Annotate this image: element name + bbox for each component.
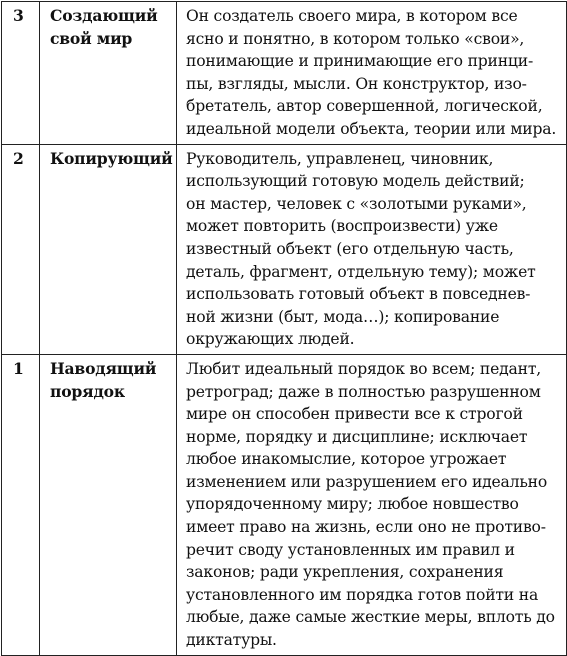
table-row	[2, 354, 567, 655]
description-line: ной жизни (быт, мода…); копирование	[186, 307, 500, 326]
description-line: речит своду установленных им правил и	[186, 540, 515, 559]
description-line: любое инакомыслие, которое угрожает	[186, 450, 507, 469]
type-name-line: порядок	[50, 381, 125, 401]
document-page	[1, 1, 566, 656]
row-number: 2	[2, 144, 40, 354]
type-description	[177, 354, 567, 655]
description-line: изменением или разрушением его идеально	[186, 472, 548, 491]
description-line: Он создатель своего мира, в котором все	[186, 7, 518, 25]
description-line: ясно и понятно, в котором только «свои»,	[186, 29, 525, 48]
description-line: упорядоченному миру; любое новшество	[186, 495, 519, 514]
type-name	[40, 354, 177, 655]
description-line: мире он способен привести все к строгой	[186, 405, 523, 424]
type-name	[40, 144, 177, 354]
description-line: ретроград; даже в полностью разрушенном	[186, 382, 541, 401]
type-name	[40, 2, 177, 145]
description-line: законов; ради укрепления, сохранения	[186, 563, 504, 582]
typology-table	[1, 1, 567, 656]
type-name-line: свой мир	[50, 28, 133, 48]
description-line: Любит идеальный порядок во всем; педант,	[186, 359, 542, 378]
description-line: может повторить (воспроизвести) уже	[186, 217, 498, 236]
type-description	[177, 144, 567, 354]
type-name-line: Наводящий	[50, 358, 157, 378]
description-line: идеальной модели объекта, теории или мира.	[186, 119, 557, 138]
description-line: Руководитель, управленец, чиновник,	[186, 149, 494, 168]
row-number: 3	[2, 2, 40, 145]
description-line: он мастер, человек с «золотыми руками»,	[186, 194, 527, 213]
description-line: бретатель, автор совершенной, логической,	[186, 97, 543, 116]
table-row	[2, 2, 567, 145]
description-line: диктатуры.	[186, 631, 277, 650]
description-line: установленного им порядка готов пойти на	[186, 585, 539, 604]
description-line: использующий готовую модель действий;	[186, 172, 525, 191]
description-line: деталь, фрагмент, отдельную тему); может	[186, 262, 536, 281]
description-line: окружающих людей.	[186, 330, 355, 349]
description-line: норме, порядку и дисциплине; исключает	[186, 427, 528, 446]
table-row	[2, 144, 567, 354]
type-name-line: Копирующий	[50, 148, 173, 168]
description-line: пы, взгляды, мысли. Он конструктор, изо-	[186, 74, 527, 93]
type-description	[177, 2, 567, 145]
description-line: использовать готовый объект в повседнев-	[186, 285, 531, 304]
description-line: понимающие и принимающие его принци-	[186, 52, 534, 71]
description-line: известный объект (его отдельную часть,	[186, 239, 514, 258]
row-number: 1	[2, 354, 40, 655]
description-line: любые, даже самые жесткие меры, вплоть до	[186, 608, 555, 627]
description-line: имеет право на жизнь, если оно не противо-	[186, 518, 546, 537]
type-name-line: Создающий	[50, 6, 158, 25]
